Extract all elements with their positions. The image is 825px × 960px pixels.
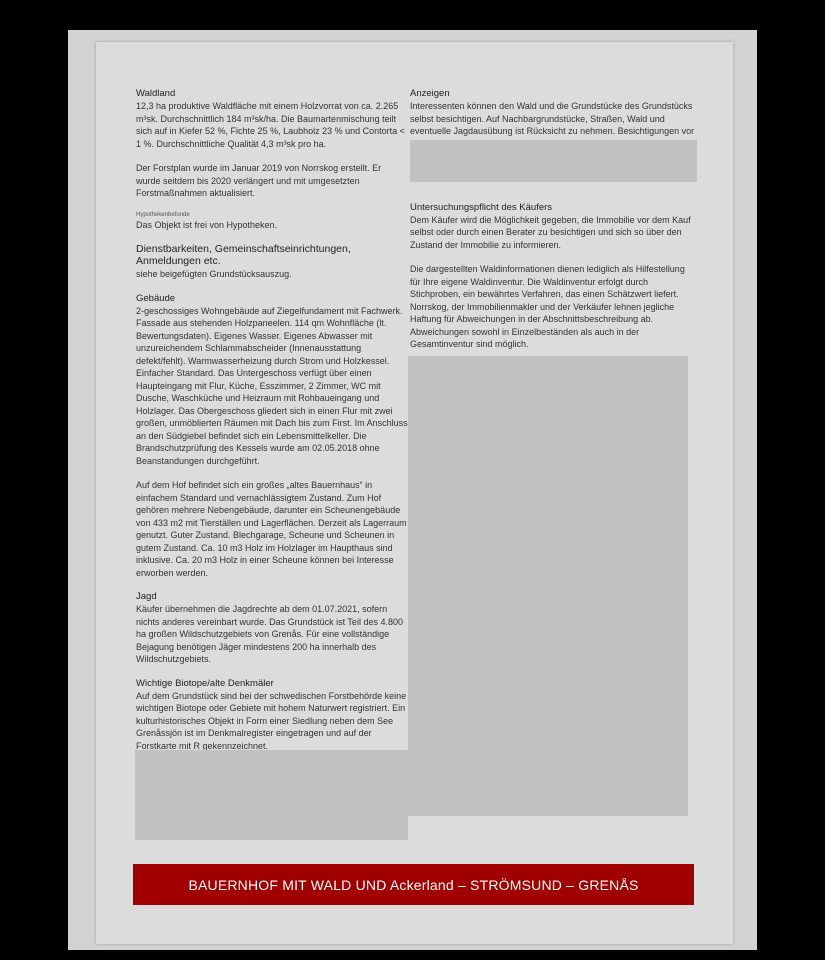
section-heading: Anzeigen [410,88,450,99]
section-anzeigen [410,88,696,138]
section-heading: Wichtige Biotope/alte Denkmäler [136,677,274,689]
section-dienstbarkeiten [136,243,408,281]
document-viewer[interactable] [68,30,757,950]
section-text: Die dargestellten Waldinformationen dienen lediglich als Hilfestellung für Ihre eigene Waldinventur. Die Waldinventur erfolgt durch Stichproben, ein bewährtes Verfahren, das einen Schätzwert liefert. Norrskog, der Immobilienmakler und der Verkäufer lehnen jegliche Haftung für Abweichungen in der Abschnittsbeschreibung ab. Abweichungen sowohl in Einzelbeständen als auch in der Gesamtinventur sind möglich. [410,264,685,349]
section-forstplan [136,162,408,200]
section-gebaeude [136,293,408,468]
section-jagd [136,591,408,666]
section-heading: Waldland [136,88,176,99]
image-placeholder-map [408,356,688,816]
section-heading: Untersuchungspflicht des Käufers [410,201,553,213]
section-hof [136,479,408,579]
image-placeholder-bottom-left [135,750,408,840]
section-text: Das Objekt ist frei von Hypotheken. [136,219,278,230]
section-heading: Dienstbarkeiten, Gemeinschaftseinrichtungen, Anmeldungen etc. [136,243,351,267]
section-biotope [136,678,408,753]
section-text: Der Forstplan wurde im Januar 2019 von Norrskog erstellt. Er wurde seitdem bis 2020 verlängert und mit umgesetzten Forstmaßnahmen aktualisiert. [136,163,382,198]
section-text: 12,3 ha produktive Waldfläche mit einem Holzvorrat von ca. 2.265 m³sk. Durchschnittlich 184 m³sk/ha. Die Baumartenmischung teilt sich auf in Kiefer 52 %, Fichte 25 %, Laubholz 23 % und Contorta < 1 %. Durchschnittliche Qualität 4,3 m³sk pro ha. [136,101,405,149]
left-column [136,88,408,764]
section-text: Interessenten können den Wald und die Grundstücke des Grundstücks selbst besichtigen. Auf Nachbargrundstücke, Straßen, Wald und eventuelle Jagdausübung ist Rücksicht zu nehmen. Besichtigungen vor [410,101,695,136]
section-text: Auf dem Grundstück sind bei der schwedischen Forstbehörde keine wichtigen Biotope oder Gebiete mit hohem Naturwert registriert. Ein kulturhistorisches Objekt in Form einer Siedlung neben dem See Grenåssjön ist im Denkmalregister eingetragen und auf der Forstkarte mit R gekennzeichnet. [136,690,407,751]
section-haftung [410,263,696,351]
title-banner [133,864,694,905]
section-heading: Gebäude [136,292,176,304]
section-untersuchungspflicht [410,202,696,252]
section-text: Dem Käufer wird die Möglichkeit gegeben, die Immobilie vor dem Kauf selbst oder durch einen Berater zu besichtigen und sich so über den Zustand der Immobilie zu informieren. [410,214,691,250]
section-waldland [136,88,408,150]
section-heading: Hypothekenbefunde [136,211,190,218]
document-page [96,42,733,944]
section-text: Käufer übernehmen die Jagdrechte ab dem 01.07.2021, sofern nichts anderes vereinbart wurde. Das Grundstück ist Teil des 4.800 ha großen Wildschutzgebiets von Grenås. Für eine vollständige Bejagung benötigen Jäger mindestens 200 ha innerhalb des Wildschutzgebiets. [136,604,403,664]
section-hypotheken [136,212,408,232]
section-heading: Jagd [136,591,157,602]
image-placeholder-top-right [410,140,697,182]
section-text: Auf dem Hof befindet sich ein großes „altes Bauernhaus“ in einfachem Standard und vernachlässigtem Zustand. Zum Hof gehören mehrere Nebengebäude, darunter ein Scheunengebäude von 433 m2 mit Tierställen und Lagerflächen. Derzeit als Lagerraum genutzt. Guter Zustand. Blechgarage, Scheune und Scheunen in gutem Zustand. Ca. 10 m3 Holz im Holzlager im Haupthaus sind inklusive. Ca. 20 m3 Holz in einer Scheune können bei Interesse erworben werden. [136,480,407,578]
banner-title: BAUERNHOF MIT WALD UND Ackerland – STRÖMSUND – GRENÅS [188,876,639,893]
section-text: 2-geschossiges Wohngebäude auf Ziegelfundament mit Fachwerk. Fassade aus stehenden Holzpaneelen. 114 qm Wohnfläche (lt. Bewertungsdaten). Eigenes Wasser. Eigenes Abwasser mit unzureichendem Schlammabscheider (Innenausstattung defekt/fehlt). Warmwasserheizung durch Strom und Holzkessel. Einfacher Standard. Das Untergeschoss verfügt über einen Haupteingang mit Flur, Küche, Esszimmer, 2 Zimmer, WC mit Dusche, Waschküche und Heizraum mit Rohbaueingang und Holzlager. Das Obergeschoss gliedert sich in einen Flur mit zwei großen, unmöblierten Räumen mit Dach bis zum First. Im Anschluss an den Südgiebel befindet sich ein Lebensmittelkeller. Die Brandschutzprüfung des Kessels wurde am 02.05.2018 ohne Beanstandungen durchgeführt. [136,305,408,466]
section-text: siehe beigefügten Grundstücksauszug. [136,269,292,279]
right-column [410,88,696,363]
